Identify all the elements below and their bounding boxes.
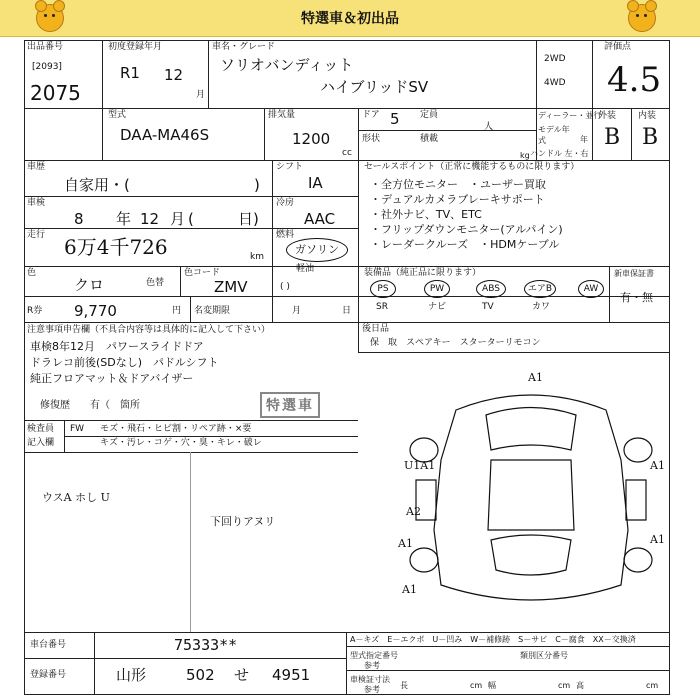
sales-point-item: ・デュアルカメラブレーキサポート — [370, 193, 545, 206]
fuel-gasoline-circled: ガソリン — [286, 238, 348, 262]
interior-grade: B — [642, 125, 659, 150]
exterior-label: 外装 — [598, 111, 617, 121]
inspection-label: 車検 — [27, 198, 46, 208]
sales-point-item: ・フリップダウンモニター(アルパイン) — [370, 223, 563, 236]
note-line: ドラレコ前後(SDなし) パドルシフト — [30, 356, 219, 369]
dims-label: 車検証寸法 — [350, 675, 390, 684]
damage-mark: A1 — [528, 371, 543, 384]
checks-row-1: モズ・飛石・ヒビ割・リペア跡・×要 — [100, 424, 252, 434]
first-reg-era: R1 — [120, 64, 140, 82]
dims-width: 幅 — [488, 681, 496, 690]
dims-height: 高 — [576, 681, 584, 690]
bear-mascot-icon — [628, 4, 656, 32]
damage-diagram — [396, 370, 666, 632]
usage-label: 車歴 — [27, 162, 46, 172]
equip-airbag: エアB — [524, 280, 556, 298]
damage-mark: A1 — [398, 537, 413, 550]
inspection-day-unit: 日) — [238, 210, 259, 228]
category-label: 類別区分番号 — [520, 651, 568, 660]
plate-region: 山形 — [116, 666, 147, 684]
dealer-label: ディーラー・並行 — [538, 111, 602, 120]
equip-navi: ナビ — [428, 302, 447, 312]
repair-history: 修復歴 有（ 箇所 — [40, 400, 140, 411]
shape-label: 形状 — [362, 134, 381, 144]
checks-label-2: 記入欄 — [27, 438, 55, 448]
usage-value: 自家用・( — [64, 176, 130, 194]
shift-value: IA — [308, 174, 323, 192]
interior-label: 内装 — [638, 111, 657, 121]
banner-title: 特選車＆初出品 — [301, 11, 399, 27]
equip-pw: PW — [424, 280, 450, 298]
lot-label: 出品番号 — [27, 42, 64, 52]
notes-title: 注意事項申告欄（不具合内容等は具体的に記入して下さい） — [27, 325, 271, 335]
displacement-label: 排気量 — [268, 110, 296, 120]
year-unit: 年 — [580, 135, 588, 144]
lot-sub: [2093] — [32, 62, 62, 72]
designation-ref: 参考 — [364, 661, 380, 670]
checks-fw: FW — [70, 424, 85, 434]
exterior-grade: B — [604, 125, 621, 150]
score-label: 評価点 — [604, 42, 632, 52]
aircon-label: 冷房 — [276, 198, 295, 208]
fuel-diesel: 軽油 — [296, 264, 315, 274]
color-change-label: 色替 — [146, 278, 165, 288]
color-label: 色 — [27, 268, 37, 278]
dims-ref: 参考 — [364, 685, 380, 694]
name-change-label: 名変期限 — [194, 306, 231, 316]
color-code: ZMV — [214, 278, 248, 296]
model-label: 型式 — [108, 110, 127, 120]
fuel-label: 燃料 — [276, 230, 295, 240]
accessories-label: 後日品 — [362, 324, 390, 334]
warranty-label: 新車保証書 — [614, 269, 654, 278]
model-year-label: モデル年式 — [538, 125, 570, 145]
inspection-day-open: ( — [188, 210, 194, 228]
equip-leather: カワ — [532, 302, 551, 312]
sales-point-item: ・社外ナビ、TV、ETC — [370, 208, 482, 221]
first-reg-month: 12 — [164, 66, 184, 84]
equip-tv: TV — [482, 302, 494, 312]
first-reg-month-unit: 月 — [196, 90, 206, 100]
equip-abs: ABS — [476, 280, 506, 298]
recycle-unit: 円 — [172, 306, 182, 316]
load-label: 積載 — [420, 134, 439, 144]
handle-label: ハンドル 左・右 — [530, 149, 589, 158]
auction-sheet — [24, 40, 670, 695]
doors-label: ドア — [362, 110, 380, 120]
load-unit: kg — [520, 151, 530, 160]
mileage-value: 6万4千726 — [64, 235, 168, 259]
plate-kana: せ — [234, 666, 250, 684]
color-code-label: 色コード — [184, 268, 221, 278]
name-change-month: 月 — [292, 306, 302, 316]
checks-label-1: 検査員 — [27, 424, 55, 434]
displacement-unit: cc — [342, 148, 352, 158]
sales-points-title: セールスポイント（正常に機能するものに限ります） — [364, 162, 580, 172]
damage-mark: U1A1 — [404, 459, 436, 472]
checks-row-2: キズ・汚レ・コゲ・穴・臭・キレ・破レ — [100, 438, 262, 448]
damage-mark: A1 — [650, 459, 665, 472]
header-banner — [0, 0, 700, 37]
plate-number: 4951 — [272, 666, 311, 684]
recycle-label: R券 — [27, 306, 43, 316]
name-change-day: 日 — [342, 306, 352, 316]
score-value: 4.5 — [607, 60, 662, 100]
remark-left: ウスA ホし U — [42, 491, 110, 504]
inspection-month: 12 — [140, 210, 160, 228]
equip-aw: AW — [578, 280, 604, 298]
capacity-label: 定員 — [420, 110, 439, 120]
inspection-month-unit: 月 — [170, 210, 186, 228]
sales-point-item: ・レーダークルーズ ・HDMケーブル — [370, 238, 560, 251]
note-line: 純正フロアマット＆ドアバイザー — [30, 372, 194, 385]
equipment-title: 装備品（純正品に限ります） — [364, 268, 482, 278]
dims-length: 長 — [400, 681, 408, 690]
accessories-value: 保 取 スペアキー スターターリモコン — [370, 338, 541, 348]
capacity-unit: 人 — [484, 122, 494, 132]
designation-label: 型式指定番号 — [350, 651, 398, 660]
drive-4wd: 4WD — [544, 78, 566, 88]
recycle-value: 9,770 — [74, 302, 117, 320]
inspection-year: 8 — [74, 210, 84, 228]
car-label: 車名・グレード — [212, 42, 276, 52]
warranty-value: 有・無 — [620, 291, 653, 304]
first-reg-label: 初度登録年月 — [108, 42, 163, 52]
fuel-paren: ( ) — [280, 282, 290, 292]
damage-legend: A－キズ E－エクボ U－凹み W－補修跡 S－サビ C－腐食 XX－交換済 — [350, 635, 636, 644]
dims-cm: cm — [470, 681, 483, 690]
note-line: 車検8年12月 パワースライドドア — [30, 340, 204, 353]
equip-sr: SR — [376, 302, 388, 312]
color-value: クロ — [74, 276, 105, 294]
car-name: ソリオバンディット — [220, 56, 354, 74]
damage-mark: A2 — [406, 505, 421, 518]
equip-ps: PS — [370, 280, 396, 298]
model-value: DAA-MA46S — [120, 126, 210, 144]
remark-right: 下回りアヌリ — [210, 515, 276, 528]
shift-label: シフト — [276, 162, 304, 172]
mileage-label: 走行 — [27, 230, 46, 240]
displacement-value: 1200 — [292, 130, 331, 148]
damage-mark: A1 — [650, 533, 665, 546]
chassis-value: 75333** — [174, 636, 238, 654]
aircon-value: AAC — [304, 210, 336, 228]
special-selection-stamp: 特選車 — [260, 392, 320, 418]
drive-2wd: 2WD — [544, 54, 566, 64]
inspection-year-unit: 年 — [116, 210, 132, 228]
car-grade: ハイブリッドSV — [320, 78, 429, 96]
lot-number: 2075 — [30, 81, 81, 105]
sales-point-item: ・全方位モニター ・ユーザー買取 — [370, 178, 546, 191]
dims-cm: cm — [646, 681, 659, 690]
plate-label: 登録番号 — [30, 670, 67, 680]
damage-mark: A1 — [402, 583, 417, 596]
chassis-label: 車台番号 — [30, 640, 67, 650]
mileage-unit: km — [250, 252, 264, 262]
dims-cm: cm — [558, 681, 571, 690]
usage-close: ) — [254, 176, 260, 194]
plate-class: 502 — [186, 666, 215, 684]
doors-value: 5 — [390, 110, 400, 128]
